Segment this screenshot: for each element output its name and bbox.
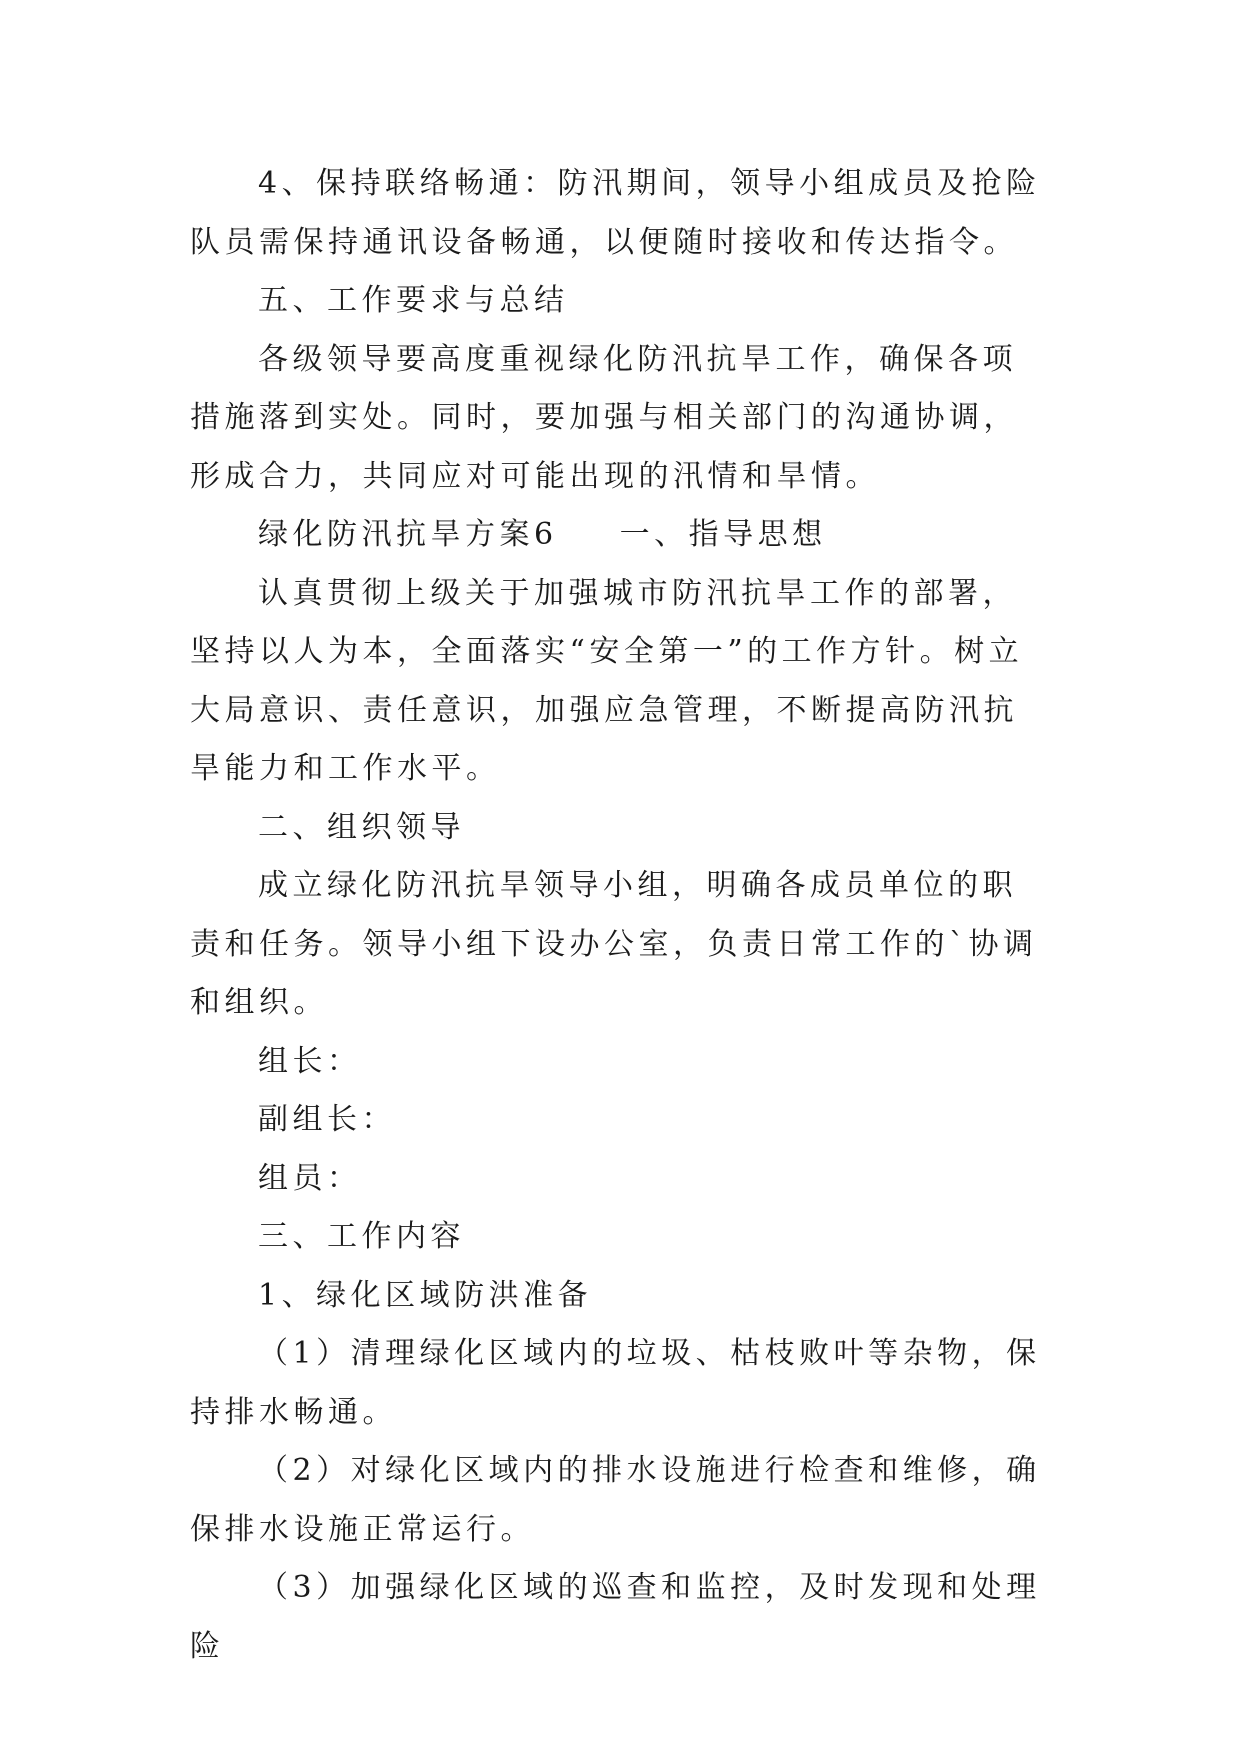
subheading-flood-prep: 1、绿化区域防洪准备 (258, 1277, 593, 1313)
item-1: （1）清理绿化区域内的垃圾、枯枝败叶等杂物，保持排水畅通。 (190, 1336, 1041, 1430)
plan-title: 绿化防汛抗旱方案6 (258, 517, 558, 552)
section-heading-requirements: 五、工作要求与总结 (258, 283, 569, 318)
paragraph-contact: 4、保持联络畅通：防汛期间，领导小组成员及抢险队员需保持通讯设备畅通，以便随时接收和传达指令。 (190, 166, 1041, 260)
paragraph-guidance: 认真贯彻上级关于加强城市防汛抗旱工作的部署，坚持以人为本，全面落实“安全第一”的工作方针。树立大局意识、责任意识，加强应急管理，不断提高防汛抗旱能力和工作水平。 (190, 575, 1024, 786)
line-leader: 组长： (258, 1043, 362, 1079)
item-2: （2）对绿化区域内的排水设施进行检查和维修，确保排水设施正常运行。 (190, 1453, 1041, 1547)
paragraph-requirements: 各级领导要高度重视绿化防汛抗旱工作，确保各项措施落到实处。同时，要加强与相关部门的沟通协调，形成合力，共同应对可能出现的汛情和旱情。 (190, 341, 1018, 494)
section-heading-guidance: 一、指导思想 (619, 517, 827, 552)
document-body (190, 155, 1050, 1676)
section-heading-organization: 二、组织领导 (258, 809, 465, 845)
plan-heading (190, 506, 1050, 565)
section-heading-content: 三、工作内容 (258, 1219, 465, 1254)
paragraph-organization: 成立绿化防汛抗旱领导小组，明确各成员单位的职责和任务。领导小组下设办公室，负责日常工作的`协调和组织。 (190, 868, 1038, 1020)
line-deputy-leader: 副组长： (258, 1102, 396, 1137)
line-members: 组员： (258, 1160, 362, 1196)
item-3: （3）加强绿化区域的巡查和监控，及时发现和处理险 (190, 1570, 1041, 1664)
